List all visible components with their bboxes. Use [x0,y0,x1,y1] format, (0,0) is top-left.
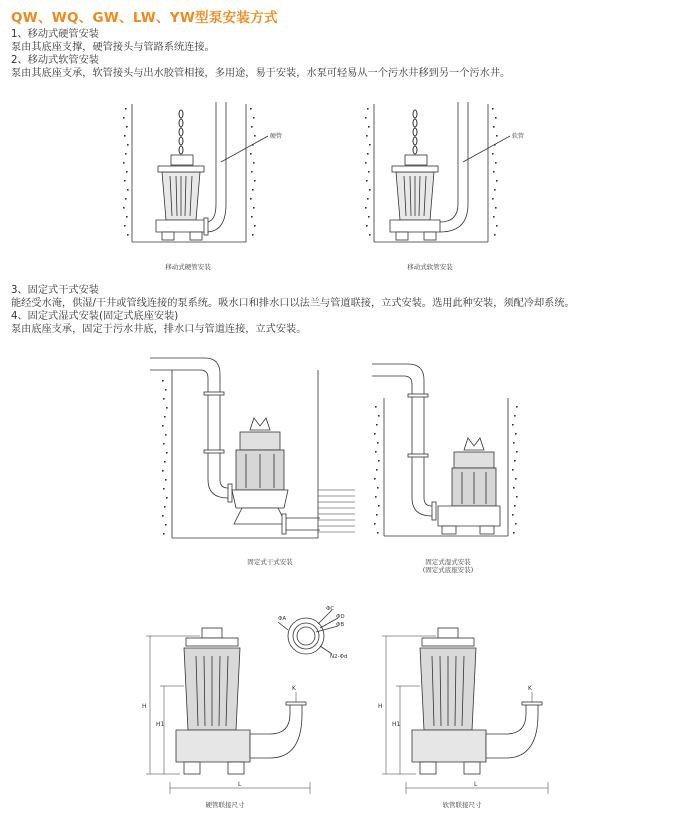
wall-speckle [514,460,516,462]
wall-speckle [123,162,125,164]
wall-speckle [250,108,252,110]
wall-speckle [375,406,377,408]
wall-speckle [251,171,253,173]
flange-label-n: N2-Φd [330,654,348,660]
wall-speckle [252,144,254,146]
wall-speckle [368,216,370,218]
wall-speckle [368,126,370,128]
wall-speckle [251,126,253,128]
fig-hard-pipe-dimensions [140,622,320,800]
wall-speckle [253,117,255,119]
wall-speckle [496,135,498,137]
wall-speckle [494,144,496,146]
wall-speckle [124,225,126,227]
wall-speckle [125,198,127,200]
fig1-caption: 移动式硬管安装 [165,263,211,271]
wall-speckle [366,180,368,182]
wall-speckle [252,234,254,236]
fig-mobile-hard-pipe [118,92,288,260]
fig2-caption: 移动式软管安装 [407,263,453,271]
wall-speckle [164,506,166,508]
wall-speckle [127,234,129,236]
wall-speckle [493,216,495,218]
wall-speckle [123,207,125,209]
wall-speckle [492,153,494,155]
wall-speckle [493,126,495,128]
wall-speckle [254,225,256,227]
fig6-dim-h: H [378,703,383,710]
fig4-caption-line1: 固定式湿式安装 [425,558,471,566]
wall-speckle [492,108,494,110]
wall-speckle [250,198,252,200]
wall-speckle [496,180,498,182]
fig-hose-dimensions [376,622,558,800]
wall-speckle [162,425,164,427]
wall-speckle [377,532,379,534]
wall-speckle [163,443,165,445]
wall-speckle [374,433,376,435]
wall-speckle [165,479,167,481]
wall-speckle [496,225,498,227]
wall-speckle [365,207,367,209]
wall-speckle [516,496,518,498]
wall-speckle [515,523,517,525]
wall-speckle [165,434,167,436]
wall-speckle [166,497,168,499]
flange-label-d: ΦD [336,614,345,620]
fig-mobile-hose [360,92,530,260]
wall-speckle [495,162,497,164]
wall-speckle [378,460,380,462]
section-2-text: 泵由其底座支承，软管接头与出水胶管相接，多用途，易于安装，水泵可轻易从一个污水井移到另一个污水井。 [11,68,511,79]
wall-speckle [365,162,367,164]
fig6-dim-l: L [474,781,478,788]
fig2-hose-label: 软管 [512,133,525,140]
section-2-heading: 2、移动式软管安装 [11,55,99,66]
wall-speckle [126,126,128,128]
fig4-caption-line2: (固定式底座安装) [422,566,474,574]
fig6-caption: 软管联接尺寸 [442,801,482,809]
wall-speckle [166,407,168,409]
wall-speckle [375,496,377,498]
wall-speckle [513,487,515,489]
wall-speckle [378,505,380,507]
section-3-heading: 3、固定式干式安装 [11,285,99,296]
wall-speckle [367,108,369,110]
fig5-dim-h1: H1 [156,721,165,728]
wall-speckle [512,424,514,426]
wall-speckle [374,523,376,525]
wall-speckle [126,171,128,173]
wall-speckle [375,451,377,453]
wall-speckle [254,135,256,137]
wall-speckle [162,470,164,472]
wall-speckle [516,406,518,408]
wall-speckle [163,398,165,400]
wall-speckle [516,451,518,453]
section-1-text: 泵由其底座支撑，硬管接头与管路系统连接。 [11,42,215,53]
fig-fixed-wet [368,358,528,553]
section-4-heading: 4、固定式湿式安装(固定式底座安装) [11,311,179,322]
section-1-heading: 1、移动式硬管安装 [11,29,99,40]
wall-speckle [377,487,379,489]
wall-speckle [127,189,129,191]
wall-speckle [164,416,166,418]
wall-speckle [166,452,168,454]
wall-speckle [514,415,516,417]
fig-fixed-dry [150,340,360,555]
fig1-pipe-label: 硬管 [270,133,283,140]
wall-speckle [165,389,167,391]
wall-speckle [124,135,126,137]
wall-speckle [376,514,378,516]
wall-speckle [377,442,379,444]
wall-speckle [514,505,516,507]
fig6-dim-h1: H1 [392,721,401,728]
fig5-caption: 硬管联接尺寸 [205,801,245,809]
wall-speckle [165,524,167,526]
wall-speckle [378,415,380,417]
wall-speckle [125,108,127,110]
wall-speckle [513,442,515,444]
wall-speckle [376,469,378,471]
section-4-text: 泵由底座支承，固定于污水井底，排水口与管道连接，立式安装。 [11,324,307,335]
wall-speckle [162,515,164,517]
page-title: QW、WQ、GW、LW、YW型泵安装方式 [11,10,278,26]
wall-speckle [366,135,368,137]
wall-speckle [512,514,514,516]
wall-speckle [367,198,369,200]
fig3-caption: 固定式干式安装 [247,558,293,566]
wall-speckle [253,162,255,164]
flange-label-b: ΦB [336,622,345,628]
fig5-dim-l: L [238,781,242,788]
wall-speckle [515,478,517,480]
wall-speckle [126,216,128,218]
wall-speckle [369,234,371,236]
wall-speckle [253,207,255,209]
wall-speckle [513,532,515,534]
wall-speckle [515,433,517,435]
wall-speckle [162,380,164,382]
flange-label-c: ΦC [326,606,335,612]
wall-speckle [374,478,376,480]
fig5-dim-h: H [142,703,147,710]
wall-speckle [164,461,166,463]
wall-speckle [125,153,127,155]
wall-speckle [163,533,165,535]
wall-speckle [123,117,125,119]
fig6-dim-k: K [528,685,532,692]
flange-label-a: ΦA [278,616,287,622]
wall-speckle [367,153,369,155]
wall-speckle [494,234,496,236]
wall-speckle [163,488,165,490]
wall-speckle [127,144,129,146]
wall-speckle [369,144,371,146]
wall-speckle [493,171,495,173]
wall-speckle [251,216,253,218]
wall-speckle [366,225,368,227]
wall-speckle [368,171,370,173]
wall-speckle [512,469,514,471]
wall-speckle [124,180,126,182]
wall-speckle [376,424,378,426]
wall-speckle [494,189,496,191]
fig5-dim-k: K [292,685,296,692]
section-3-text: 能经受水淹，供湿/干井或管线连接的泵系统。吸水口和排水口以法兰与管道联接，立式安装。选用此种安装，须配冷却系统。 [11,298,575,309]
wall-speckle [252,189,254,191]
wall-speckle [495,207,497,209]
wall-speckle [495,117,497,119]
wall-speckle [369,189,371,191]
wall-speckle [254,180,256,182]
wall-speckle [492,198,494,200]
wall-speckle [365,117,367,119]
wall-speckle [250,153,252,155]
